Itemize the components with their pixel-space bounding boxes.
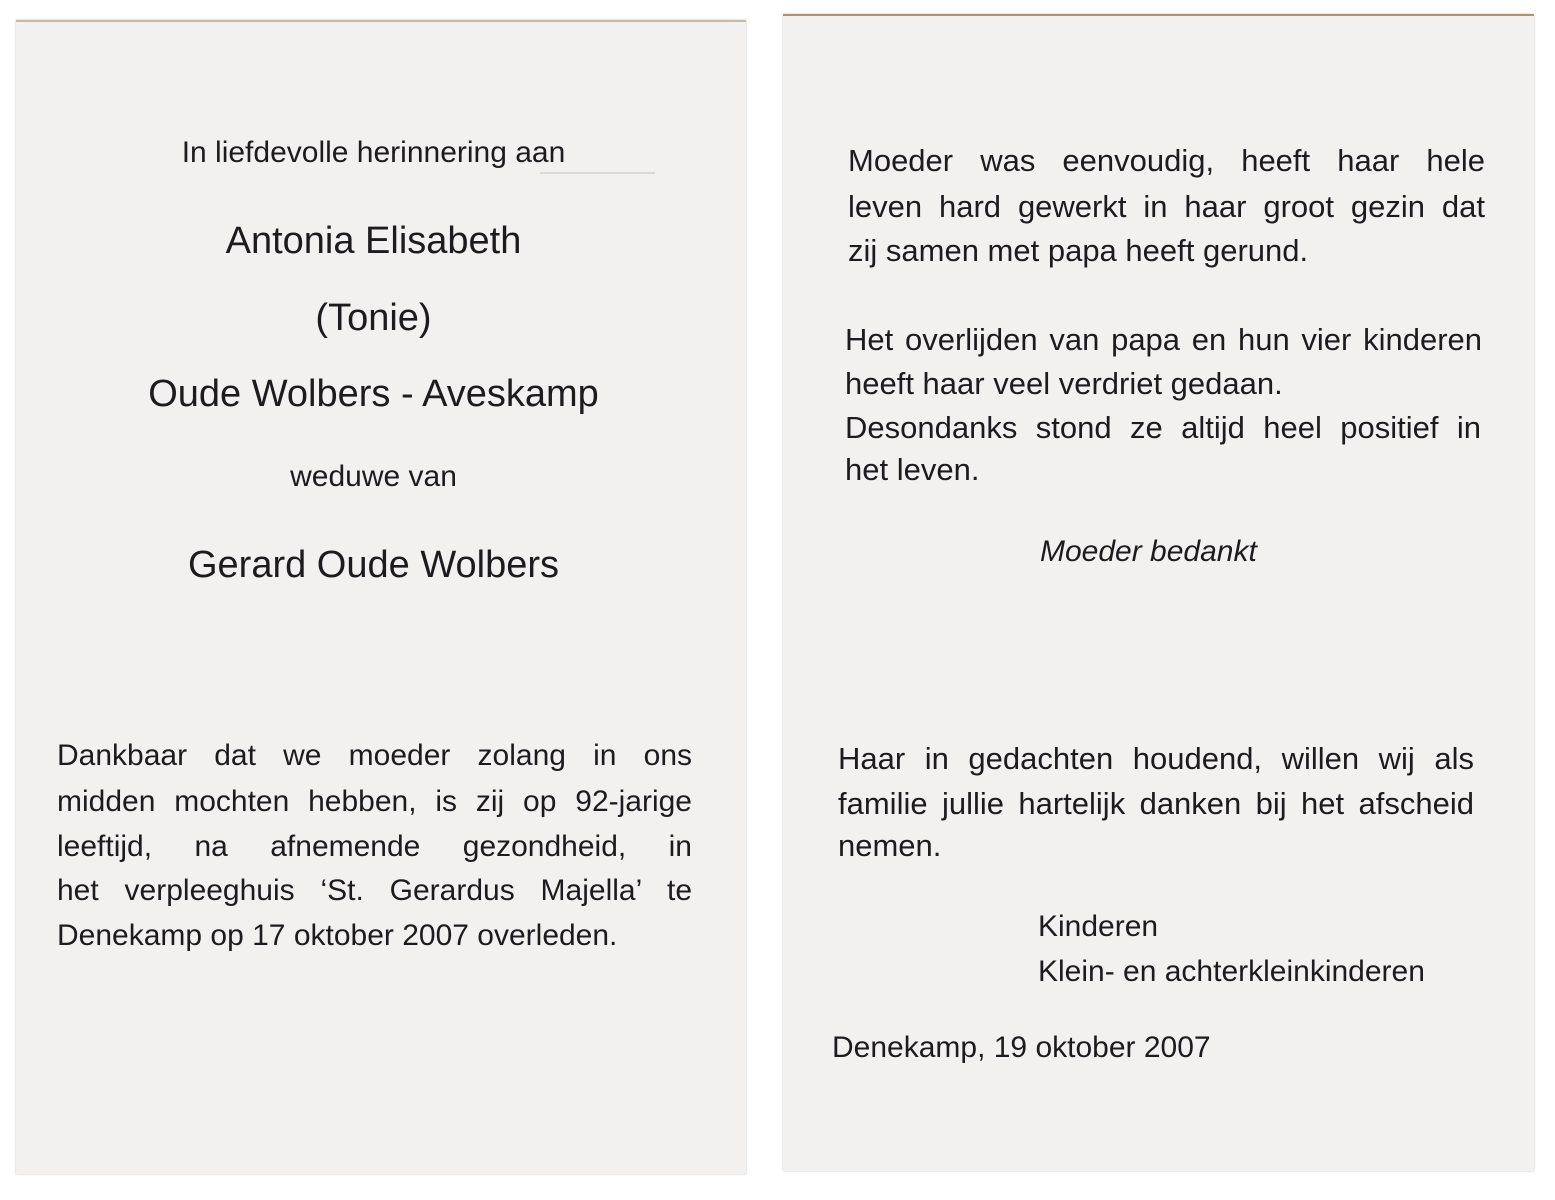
body-line: het verpleeghuis ‘St. Gerardus Majella’ te (57, 874, 692, 907)
body-line: Denekamp op 17 oktober 2007 overleden. (57, 919, 618, 952)
body-line: het leven. (845, 452, 980, 487)
body-line: Haar in gedachten houdend, willen wij als (838, 741, 1474, 776)
body-line: leven hard gewerkt in haar groot gezin dat (848, 189, 1485, 224)
thanks-text: Moeder bedankt (1040, 535, 1257, 568)
body-line: Het overlijden van papa en hun vier kinderen (845, 322, 1482, 357)
body-line: leeftijd, na afnemende gezondheid, in (57, 830, 692, 863)
body-line: Dankbaar dat we moeder zolang in ons (57, 739, 692, 772)
deceased-name: Antonia Elisabeth (225, 220, 522, 262)
signature-grandchildren: Klein- en achterkleinkinderen (1038, 955, 1425, 988)
scratch-mark (540, 172, 655, 174)
body-line: midden mochten hebben, is zij op 92-jarige (57, 785, 692, 818)
body-line: Desondanks stond ze altijd heel positief in (845, 410, 1481, 445)
body-line: familie jullie hartelijk danken bij het afscheid (838, 786, 1474, 821)
memorial-card-right (783, 14, 1534, 1171)
spouse-name: Gerard Oude Wolbers (187, 544, 560, 586)
body-line: heeft haar veel verdriet gedaan. (845, 366, 1283, 401)
place-date: Denekamp, 19 oktober 2007 (832, 1031, 1211, 1064)
deceased-surname: Oude Wolbers - Aveskamp (148, 373, 599, 415)
memorial-card-left (16, 20, 746, 1174)
intro-text: In liefdevolle herinnering aan (181, 136, 566, 169)
body-line: Moeder was eenvoudig, heeft haar hele (848, 143, 1485, 178)
body-line: zij samen met papa heeft gerund. (848, 233, 1309, 268)
widow-of-label: weduwe van (290, 460, 457, 493)
body-line: nemen. (838, 828, 942, 863)
deceased-nickname: (Tonie) (315, 297, 432, 339)
signature-children: Kinderen (1038, 910, 1159, 943)
